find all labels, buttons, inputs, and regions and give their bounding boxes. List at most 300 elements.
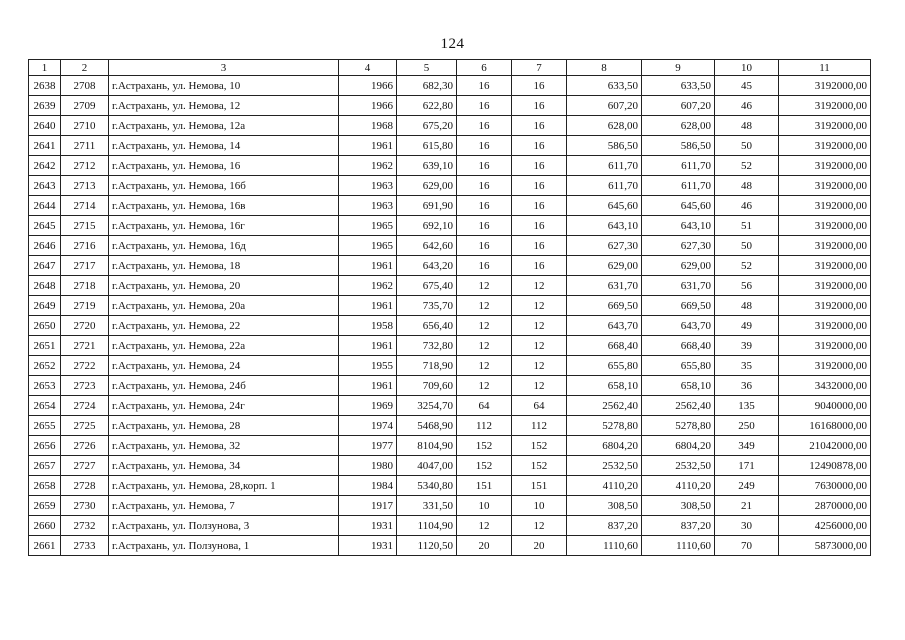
residents-count-cell: 250 — [715, 416, 779, 436]
living-area-2-cell: 643,10 — [642, 216, 715, 236]
record-id-cell: 2709 — [61, 96, 109, 116]
year-built-cell: 1974 — [339, 416, 397, 436]
column-header: 7 — [512, 60, 567, 76]
row-number-cell: 2642 — [29, 156, 61, 176]
residents-count-cell: 48 — [715, 296, 779, 316]
address-cell: г.Астрахань, ул. Немова, 34 — [109, 456, 339, 476]
apartments-count-2-cell: 16 — [512, 196, 567, 216]
address-cell: г.Астрахань, ул. Немова, 16 — [109, 156, 339, 176]
apartments-count-cell: 12 — [457, 336, 512, 356]
row-number-cell: 2648 — [29, 276, 61, 296]
living-area-2-cell: 669,50 — [642, 296, 715, 316]
living-area-2-cell: 658,10 — [642, 376, 715, 396]
living-area-2-cell: 668,40 — [642, 336, 715, 356]
row-number-cell: 2658 — [29, 476, 61, 496]
address-cell: г.Астрахань, ул. Немова, 22а — [109, 336, 339, 356]
row-number-cell: 2649 — [29, 296, 61, 316]
row-number-cell: 2653 — [29, 376, 61, 396]
address-cell: г.Астрахань, ул. Немова, 16г — [109, 216, 339, 236]
living-area-cell: 586,50 — [567, 136, 642, 156]
apartments-count-2-cell: 16 — [512, 96, 567, 116]
cost-cell: 3192000,00 — [779, 116, 871, 136]
apartments-count-cell: 12 — [457, 356, 512, 376]
address-cell: г.Астрахань, ул. Немова, 24 — [109, 356, 339, 376]
cost-cell: 3192000,00 — [779, 216, 871, 236]
year-built-cell: 1984 — [339, 476, 397, 496]
year-built-cell: 1961 — [339, 376, 397, 396]
total-area-cell: 643,20 — [397, 256, 457, 276]
cost-cell: 3192000,00 — [779, 96, 871, 116]
address-cell: г.Астрахань, ул. Немова, 24г — [109, 396, 339, 416]
year-built-cell: 1980 — [339, 456, 397, 476]
year-built-cell: 1955 — [339, 356, 397, 376]
living-area-2-cell: 6804,20 — [642, 436, 715, 456]
record-id-cell: 2719 — [61, 296, 109, 316]
record-id-cell: 2717 — [61, 256, 109, 276]
record-id-cell: 2718 — [61, 276, 109, 296]
living-area-2-cell: 611,70 — [642, 176, 715, 196]
table-row — [29, 276, 871, 296]
apartments-count-cell: 151 — [457, 476, 512, 496]
table-row — [29, 76, 871, 96]
living-area-2-cell: 629,00 — [642, 256, 715, 276]
residents-count-cell: 39 — [715, 336, 779, 356]
table-row — [29, 116, 871, 136]
record-id-cell: 2724 — [61, 396, 109, 416]
living-area-cell: 643,10 — [567, 216, 642, 236]
address-cell: г.Астрахань, ул. Немова, 10 — [109, 76, 339, 96]
record-id-cell: 2722 — [61, 356, 109, 376]
address-cell: г.Астрахань, ул. Немова, 20а — [109, 296, 339, 316]
table-row — [29, 436, 871, 456]
total-area-cell: 735,70 — [397, 296, 457, 316]
living-area-2-cell: 627,30 — [642, 236, 715, 256]
apartments-count-cell: 16 — [457, 216, 512, 236]
table-row — [29, 416, 871, 436]
record-id-cell: 2713 — [61, 176, 109, 196]
year-built-cell: 1963 — [339, 196, 397, 216]
residents-count-cell: 50 — [715, 136, 779, 156]
address-cell: г.Астрахань, ул. Ползунова, 3 — [109, 516, 339, 536]
table-row — [29, 296, 871, 316]
row-number-cell: 2646 — [29, 236, 61, 256]
living-area-2-cell: 2532,50 — [642, 456, 715, 476]
table-row — [29, 156, 871, 176]
living-area-cell: 629,00 — [567, 256, 642, 276]
table-row — [29, 456, 871, 476]
apartments-count-2-cell: 12 — [512, 516, 567, 536]
row-number-cell: 2644 — [29, 196, 61, 216]
apartments-count-2-cell: 151 — [512, 476, 567, 496]
record-id-cell: 2712 — [61, 156, 109, 176]
apartments-count-cell: 16 — [457, 116, 512, 136]
address-cell: г.Астрахань, ул. Немова, 12 — [109, 96, 339, 116]
living-area-2-cell: 4110,20 — [642, 476, 715, 496]
column-header: 3 — [109, 60, 339, 76]
address-cell: г.Астрахань, ул. Немова, 14 — [109, 136, 339, 156]
record-id-cell: 2723 — [61, 376, 109, 396]
record-id-cell: 2710 — [61, 116, 109, 136]
total-area-cell: 615,80 — [397, 136, 457, 156]
total-area-cell: 691,90 — [397, 196, 457, 216]
column-header: 9 — [642, 60, 715, 76]
table-row — [29, 476, 871, 496]
address-cell: г.Астрахань, ул. Немова, 20 — [109, 276, 339, 296]
total-area-cell: 718,90 — [397, 356, 457, 376]
cost-cell: 3192000,00 — [779, 256, 871, 276]
living-area-cell: 645,60 — [567, 196, 642, 216]
address-cell: г.Астрахань, ул. Немова, 22 — [109, 316, 339, 336]
record-id-cell: 2715 — [61, 216, 109, 236]
apartments-count-2-cell: 16 — [512, 176, 567, 196]
residents-count-cell: 35 — [715, 356, 779, 376]
cost-cell: 4256000,00 — [779, 516, 871, 536]
apartments-count-2-cell: 20 — [512, 536, 567, 556]
living-area-2-cell: 631,70 — [642, 276, 715, 296]
cost-cell: 3192000,00 — [779, 316, 871, 336]
row-number-cell: 2647 — [29, 256, 61, 276]
total-area-cell: 8104,90 — [397, 436, 457, 456]
address-cell: г.Астрахань, ул. Немова, 24б — [109, 376, 339, 396]
record-id-cell: 2728 — [61, 476, 109, 496]
table-row — [29, 136, 871, 156]
living-area-2-cell: 5278,80 — [642, 416, 715, 436]
residents-count-cell: 52 — [715, 256, 779, 276]
year-built-cell: 1961 — [339, 336, 397, 356]
row-number-cell: 2652 — [29, 356, 61, 376]
apartments-count-2-cell: 16 — [512, 136, 567, 156]
table-row — [29, 536, 871, 556]
residents-count-cell: 349 — [715, 436, 779, 456]
address-cell: г.Астрахань, ул. Ползунова, 1 — [109, 536, 339, 556]
year-built-cell: 1931 — [339, 536, 397, 556]
living-area-2-cell: 1110,60 — [642, 536, 715, 556]
year-built-cell: 1969 — [339, 396, 397, 416]
apartments-count-2-cell: 64 — [512, 396, 567, 416]
year-built-cell: 1962 — [339, 276, 397, 296]
year-built-cell: 1917 — [339, 496, 397, 516]
address-cell: г.Астрахань, ул. Немова, 28 — [109, 416, 339, 436]
column-header: 1 — [29, 60, 61, 76]
apartments-count-cell: 16 — [457, 136, 512, 156]
apartments-count-cell: 16 — [457, 76, 512, 96]
address-cell: г.Астрахань, ул. Немова, 32 — [109, 436, 339, 456]
column-header: 2 — [61, 60, 109, 76]
total-area-cell: 709,60 — [397, 376, 457, 396]
cost-cell: 3192000,00 — [779, 196, 871, 216]
address-cell: г.Астрахань, ул. Немова, 16б — [109, 176, 339, 196]
apartments-count-2-cell: 16 — [512, 236, 567, 256]
record-id-cell: 2727 — [61, 456, 109, 476]
living-area-cell: 4110,20 — [567, 476, 642, 496]
living-area-cell: 631,70 — [567, 276, 642, 296]
apartments-count-cell: 16 — [457, 176, 512, 196]
record-id-cell: 2708 — [61, 76, 109, 96]
address-cell: г.Астрахань, ул. Немова, 28,корп. 1 — [109, 476, 339, 496]
address-cell: г.Астрахань, ул. Немова, 12а — [109, 116, 339, 136]
total-area-cell: 682,30 — [397, 76, 457, 96]
residents-count-cell: 48 — [715, 176, 779, 196]
row-number-cell: 2643 — [29, 176, 61, 196]
apartments-count-cell: 16 — [457, 196, 512, 216]
residents-count-cell: 46 — [715, 96, 779, 116]
row-number-cell: 2660 — [29, 516, 61, 536]
year-built-cell: 1977 — [339, 436, 397, 456]
apartments-count-cell: 10 — [457, 496, 512, 516]
residents-count-cell: 30 — [715, 516, 779, 536]
living-area-cell: 669,50 — [567, 296, 642, 316]
record-id-cell: 2711 — [61, 136, 109, 156]
year-built-cell: 1931 — [339, 516, 397, 536]
living-area-2-cell: 586,50 — [642, 136, 715, 156]
total-area-cell: 3254,70 — [397, 396, 457, 416]
apartments-count-cell: 20 — [457, 536, 512, 556]
apartments-count-cell: 12 — [457, 316, 512, 336]
table-row — [29, 516, 871, 536]
living-area-cell: 633,50 — [567, 76, 642, 96]
address-cell: г.Астрахань, ул. Немова, 18 — [109, 256, 339, 276]
cost-cell: 5873000,00 — [779, 536, 871, 556]
living-area-2-cell: 643,70 — [642, 316, 715, 336]
apartments-count-2-cell: 112 — [512, 416, 567, 436]
living-area-2-cell: 611,70 — [642, 156, 715, 176]
apartments-count-2-cell: 16 — [512, 116, 567, 136]
apartments-count-2-cell: 10 — [512, 496, 567, 516]
living-area-2-cell: 607,20 — [642, 96, 715, 116]
record-id-cell: 2716 — [61, 236, 109, 256]
table-row — [29, 96, 871, 116]
cost-cell: 3192000,00 — [779, 76, 871, 96]
living-area-cell: 837,20 — [567, 516, 642, 536]
record-id-cell: 2726 — [61, 436, 109, 456]
apartments-count-2-cell: 12 — [512, 296, 567, 316]
record-id-cell: 2720 — [61, 316, 109, 336]
cost-cell: 21042000,00 — [779, 436, 871, 456]
living-area-cell: 655,80 — [567, 356, 642, 376]
table-row — [29, 256, 871, 276]
cost-cell: 2870000,00 — [779, 496, 871, 516]
year-built-cell: 1961 — [339, 136, 397, 156]
cost-cell: 16168000,00 — [779, 416, 871, 436]
residents-count-cell: 50 — [715, 236, 779, 256]
record-id-cell: 2721 — [61, 336, 109, 356]
residents-count-cell: 56 — [715, 276, 779, 296]
row-number-cell: 2656 — [29, 436, 61, 456]
living-area-cell: 658,10 — [567, 376, 642, 396]
living-area-2-cell: 645,60 — [642, 196, 715, 216]
residents-count-cell: 51 — [715, 216, 779, 236]
residents-count-cell: 46 — [715, 196, 779, 216]
residents-count-cell: 49 — [715, 316, 779, 336]
column-header: 5 — [397, 60, 457, 76]
apartments-count-cell: 12 — [457, 296, 512, 316]
total-area-cell: 629,00 — [397, 176, 457, 196]
table-row — [29, 336, 871, 356]
living-area-cell: 643,70 — [567, 316, 642, 336]
record-id-cell: 2733 — [61, 536, 109, 556]
cost-cell: 3192000,00 — [779, 136, 871, 156]
residents-count-cell: 48 — [715, 116, 779, 136]
year-built-cell: 1968 — [339, 116, 397, 136]
apartments-count-2-cell: 12 — [512, 336, 567, 356]
record-id-cell: 2725 — [61, 416, 109, 436]
table-body — [29, 76, 871, 556]
column-header: 4 — [339, 60, 397, 76]
living-area-cell: 1110,60 — [567, 536, 642, 556]
apartments-count-cell: 16 — [457, 256, 512, 276]
apartments-count-2-cell: 12 — [512, 276, 567, 296]
apartments-count-cell: 64 — [457, 396, 512, 416]
apartments-count-cell: 152 — [457, 436, 512, 456]
year-built-cell: 1966 — [339, 76, 397, 96]
apartments-count-2-cell: 152 — [512, 456, 567, 476]
living-area-cell: 628,00 — [567, 116, 642, 136]
apartments-count-2-cell: 16 — [512, 76, 567, 96]
apartments-count-2-cell: 12 — [512, 376, 567, 396]
row-number-cell: 2657 — [29, 456, 61, 476]
row-number-cell: 2661 — [29, 536, 61, 556]
total-area-cell: 692,10 — [397, 216, 457, 236]
apartments-count-cell: 12 — [457, 516, 512, 536]
apartments-count-cell: 16 — [457, 156, 512, 176]
table-header-row — [29, 60, 871, 76]
total-area-cell: 5340,80 — [397, 476, 457, 496]
year-built-cell: 1965 — [339, 216, 397, 236]
residents-count-cell: 70 — [715, 536, 779, 556]
housing-register-table — [28, 59, 871, 556]
year-built-cell: 1961 — [339, 296, 397, 316]
apartments-count-cell: 152 — [457, 456, 512, 476]
residents-count-cell: 249 — [715, 476, 779, 496]
apartments-count-2-cell: 12 — [512, 356, 567, 376]
apartments-count-2-cell: 12 — [512, 316, 567, 336]
living-area-cell: 5278,80 — [567, 416, 642, 436]
living-area-2-cell: 308,50 — [642, 496, 715, 516]
table-row — [29, 176, 871, 196]
residents-count-cell: 52 — [715, 156, 779, 176]
living-area-cell: 308,50 — [567, 496, 642, 516]
residents-count-cell: 135 — [715, 396, 779, 416]
row-number-cell: 2659 — [29, 496, 61, 516]
year-built-cell: 1958 — [339, 316, 397, 336]
residents-count-cell: 45 — [715, 76, 779, 96]
year-built-cell: 1961 — [339, 256, 397, 276]
total-area-cell: 5468,90 — [397, 416, 457, 436]
total-area-cell: 675,20 — [397, 116, 457, 136]
table-row — [29, 496, 871, 516]
total-area-cell: 732,80 — [397, 336, 457, 356]
row-number-cell: 2650 — [29, 316, 61, 336]
apartments-count-2-cell: 152 — [512, 436, 567, 456]
row-number-cell: 2638 — [29, 76, 61, 96]
living-area-cell: 611,70 — [567, 156, 642, 176]
year-built-cell: 1965 — [339, 236, 397, 256]
living-area-cell: 2532,50 — [567, 456, 642, 476]
address-cell: г.Астрахань, ул. Немова, 16в — [109, 196, 339, 216]
record-id-cell: 2730 — [61, 496, 109, 516]
living-area-2-cell: 837,20 — [642, 516, 715, 536]
residents-count-cell: 171 — [715, 456, 779, 476]
living-area-cell: 668,40 — [567, 336, 642, 356]
column-header: 10 — [715, 60, 779, 76]
apartments-count-cell: 12 — [457, 276, 512, 296]
total-area-cell: 331,50 — [397, 496, 457, 516]
living-area-cell: 611,70 — [567, 176, 642, 196]
year-built-cell: 1962 — [339, 156, 397, 176]
apartments-count-2-cell: 16 — [512, 156, 567, 176]
living-area-2-cell: 655,80 — [642, 356, 715, 376]
apartments-count-2-cell: 16 — [512, 216, 567, 236]
record-id-cell: 2714 — [61, 196, 109, 216]
table-row — [29, 196, 871, 216]
apartments-count-cell: 112 — [457, 416, 512, 436]
address-cell: г.Астрахань, ул. Немова, 7 — [109, 496, 339, 516]
total-area-cell: 1104,90 — [397, 516, 457, 536]
living-area-2-cell: 628,00 — [642, 116, 715, 136]
total-area-cell: 622,80 — [397, 96, 457, 116]
total-area-cell: 639,10 — [397, 156, 457, 176]
apartments-count-cell: 16 — [457, 96, 512, 116]
table-row — [29, 396, 871, 416]
table-row — [29, 216, 871, 236]
column-header: 6 — [457, 60, 512, 76]
row-number-cell: 2641 — [29, 136, 61, 156]
total-area-cell: 1120,50 — [397, 536, 457, 556]
record-id-cell: 2732 — [61, 516, 109, 536]
living-area-cell: 607,20 — [567, 96, 642, 116]
address-cell: г.Астрахань, ул. Немова, 16д — [109, 236, 339, 256]
table-row — [29, 236, 871, 256]
apartments-count-2-cell: 16 — [512, 256, 567, 276]
living-area-2-cell: 2562,40 — [642, 396, 715, 416]
cost-cell: 3192000,00 — [779, 336, 871, 356]
column-header: 11 — [779, 60, 871, 76]
apartments-count-cell: 16 — [457, 236, 512, 256]
row-number-cell: 2640 — [29, 116, 61, 136]
table-row — [29, 316, 871, 336]
living-area-cell: 627,30 — [567, 236, 642, 256]
table-row — [29, 376, 871, 396]
cost-cell: 3192000,00 — [779, 236, 871, 256]
cost-cell: 3192000,00 — [779, 156, 871, 176]
column-header: 8 — [567, 60, 642, 76]
cost-cell: 3192000,00 — [779, 296, 871, 316]
residents-count-cell: 36 — [715, 376, 779, 396]
cost-cell: 12490878,00 — [779, 456, 871, 476]
row-number-cell: 2655 — [29, 416, 61, 436]
cost-cell: 3192000,00 — [779, 276, 871, 296]
year-built-cell: 1966 — [339, 96, 397, 116]
year-built-cell: 1963 — [339, 176, 397, 196]
total-area-cell: 642,60 — [397, 236, 457, 256]
apartments-count-cell: 12 — [457, 376, 512, 396]
table-row — [29, 356, 871, 376]
cost-cell: 3432000,00 — [779, 376, 871, 396]
cost-cell: 3192000,00 — [779, 176, 871, 196]
living-area-cell: 6804,20 — [567, 436, 642, 456]
row-number-cell: 2639 — [29, 96, 61, 116]
living-area-cell: 2562,40 — [567, 396, 642, 416]
row-number-cell: 2651 — [29, 336, 61, 356]
total-area-cell: 675,40 — [397, 276, 457, 296]
total-area-cell: 4047,00 — [397, 456, 457, 476]
page-number: 124 — [440, 36, 465, 52]
row-number-cell: 2645 — [29, 216, 61, 236]
living-area-2-cell: 633,50 — [642, 76, 715, 96]
total-area-cell: 656,40 — [397, 316, 457, 336]
residents-count-cell: 21 — [715, 496, 779, 516]
cost-cell: 3192000,00 — [779, 356, 871, 376]
